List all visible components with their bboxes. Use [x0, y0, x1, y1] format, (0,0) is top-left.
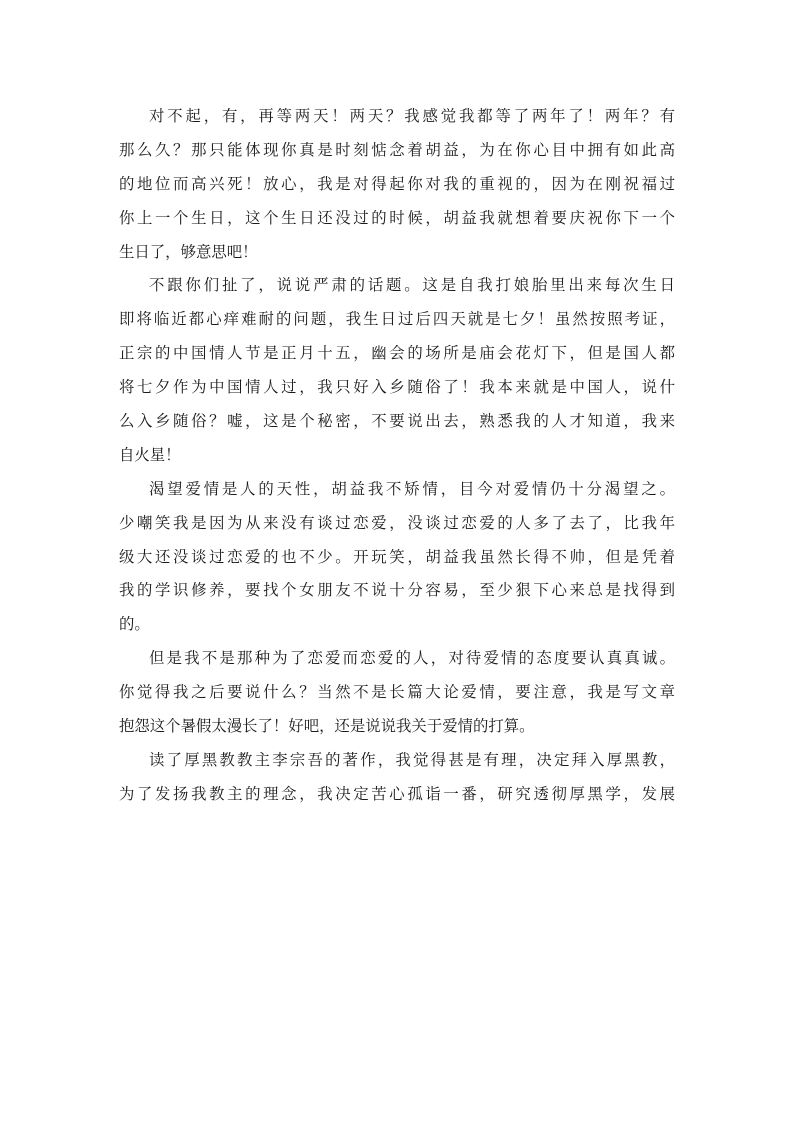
- text-line: 即将临近都心痒难耐的问题，我生日过后四天就是七夕！虽然按照考证，: [119, 310, 675, 329]
- text-line: 不跟你们扯了，说说严肃的话题。这是自我打娘胎里出来每次生日: [149, 276, 675, 295]
- text-line: 为了发扬我教主的理念，我决定苦心孤诣一番，研究透彻厚黑学，发展: [119, 784, 675, 803]
- text-line: 我的学识修养，要找个女朋友不说十分容易，至少狠下心来总是找得到: [119, 581, 675, 600]
- text-line: 正宗的中国情人节是正月十五，幽会的场所是庙会花灯下，但是国人都: [119, 344, 675, 363]
- text-line: 读了厚黑教教主李宗吾的著作，我觉得甚是有理，决定拜入厚黑教，: [149, 750, 675, 769]
- text-line: 么入乡随俗？嘘，这是个秘密，不要说出去，熟悉我的人才知道，我来: [119, 412, 675, 431]
- paragraph-2: [119, 269, 675, 472]
- text-line: 的。: [119, 615, 150, 634]
- paragraph-3: [119, 473, 675, 642]
- paragraph-5: [119, 744, 675, 812]
- text-line: 你觉得我之后要说什么？当然不是长篇大论爱情，要注意，我是写文章: [119, 683, 675, 702]
- text-line: 自火星！: [119, 445, 181, 464]
- text-line: 级大还没谈过恋爱的也不少。开玩笑，胡益我虽然长得不帅，但是凭着: [119, 547, 675, 566]
- text-line: 你上一个生日，这个生日还没过的时候，胡益我就想着要庆祝你下一个: [119, 208, 675, 227]
- text-line: 的地位而高兴死！放心，我是对得起你对我的重视的，因为在刚祝福过: [119, 174, 675, 193]
- text-line: 对不起，有，再等两天！两天？我感觉我都等了两年了！两年？有: [149, 107, 675, 125]
- text-line: 抱怨这个暑假太漫长了！好吧，还是说说我关于爱情的打算。: [119, 717, 535, 736]
- text-line: 生日了，够意思吧！: [119, 242, 258, 261]
- text-line: 那么久？那只能体现你真是时刻惦念着胡益，为在你心目中拥有如此高: [119, 140, 675, 159]
- document-body: [119, 100, 675, 812]
- text-line: 渴望爱情是人的天性，胡益我不矫情，目今对爱情仍十分渴望之。: [149, 479, 675, 498]
- text-line: 少嘲笑我是因为从来没有谈过恋爱，没谈过恋爱的人多了去了，比我年: [119, 513, 675, 532]
- text-line: 但是我不是那种为了恋爱而恋爱的人，对待爱情的态度要认真真诚。: [149, 649, 675, 668]
- text-line: 将七夕作为中国情人过，我只好入乡随俗了！我本来就是中国人，说什: [119, 378, 675, 397]
- paragraph-4: [119, 642, 675, 744]
- paragraph-1: [119, 100, 675, 269]
